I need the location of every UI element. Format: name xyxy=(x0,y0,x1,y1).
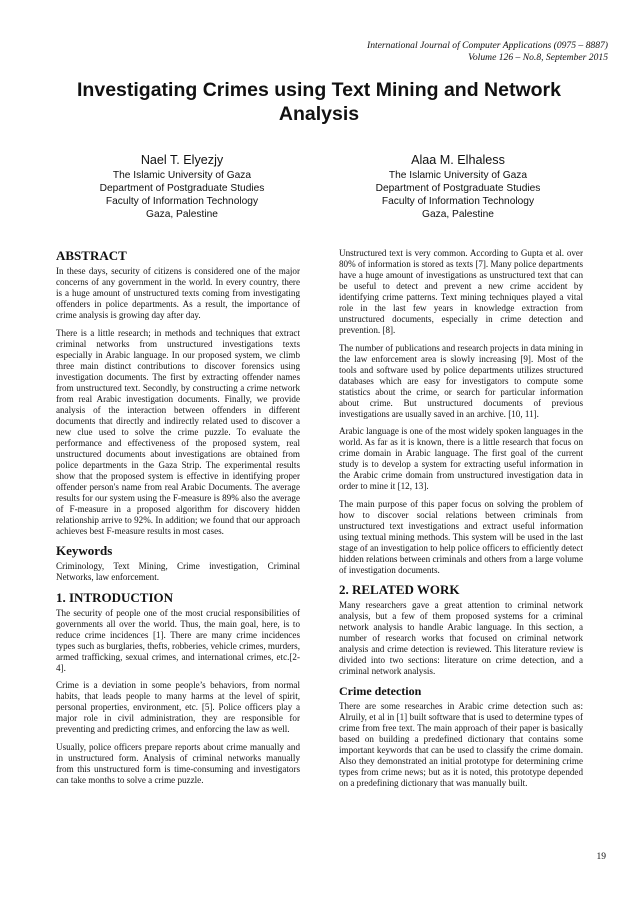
title-line-1: Investigating Crimes using Text Mining and Network xyxy=(77,79,561,101)
title-line-2: Analysis xyxy=(278,103,360,125)
introduction-paragraph: Usually, police officers prepare reports about crime manually and in unstructured form. Analysis of criminal networks manually from this unstructured form is time-consuming and investigators can take months to solve a crime puzzle. xyxy=(56,741,300,785)
introduction-heading: 1. INTRODUCTION xyxy=(56,589,174,605)
author-university: The Islamic University of Gaza xyxy=(388,170,528,181)
page-number: 19 xyxy=(596,852,606,862)
related-work-paragraph: There are some researches in Arabic crime detection such as: Alruily, et al in [1] built software that is used to determine types of crime from free text. The main approach of their paper is basically based on building a predefined dictionary that contains some important keywords that can be used to classify the crime domain. Also they demonstrated an initial prototype for determining crime types from crime news; but as it is noted, this prototype depended on a predefining dictionary that was manually built. xyxy=(339,700,583,788)
abstract-paragraph: In these days, security of citizens is considered one of the major concerns of any government in the world. In every country, there is a huge amount of unstructured texts coming from investigating offenders in police departments. As a result, the importance of crime analysis is growing day after day. xyxy=(56,266,300,320)
author-block-1 xyxy=(62,152,302,221)
introduction-paragraph: Unstructured text is very common. According to Gupta et al. over 80% of information is stored as texts [7]. Many police departments have a huge amount of investigations as unstructured text that can be useful to detect and prevent a new crime accident by identifying crime patterns. Text mining techniques played a vital role in the last few years in knowledge extraction from unstructured documents, especially in crime detection and prevention. [8]. xyxy=(339,248,583,335)
keywords-heading: Keywords xyxy=(56,543,113,558)
author-location: Gaza, Palestine xyxy=(146,209,218,220)
keywords-text: Criminology, Text Mining, Crime investigation, Criminal Networks, law enforcement. xyxy=(56,561,300,582)
related-work-heading: 2. RELATED WORK xyxy=(339,582,460,597)
author-department: Department of Postgraduate Studies xyxy=(99,183,265,194)
abstract-heading: ABSTRACT xyxy=(56,248,127,263)
introduction-paragraph: The number of publications and research projects in data mining in the law enforcement area is slowly increasing [9]. Most of the tools and software used by police departments utilizes structured databases which are easy for investigators to compute some statistics about the crime, or search for particular information about crime. But unstructured documents of previous investigations are usually saved in an archive. [10, 11]. xyxy=(339,342,583,419)
crime-detection-heading: Crime detection xyxy=(339,683,422,698)
paper-title xyxy=(40,78,598,126)
introduction-paragraph: Crime is a deviation in some people’s behaviors, from normal habits, that leads people to many harms at the level of spirit, personal properties, environment, etc. [5]. Police officers play a major role in civil administration, they are responsible for preventing and predicting crimes, and enforcing the law as well. xyxy=(56,680,300,734)
introduction-paragraph: The main purpose of this paper focus on solving the problem of how to discover social relations between criminals from unstructured text investigations and extract useful information using textual mining methods. This system will be used in the last stage of an investigation to help police officers to efficiently detect hidden relations between criminals and others from a large volume of investigation documents. xyxy=(339,498,583,575)
author-department: Department of Postgraduate Studies xyxy=(375,183,541,194)
journal-volume: Volume 126 – No.8, September 2015 xyxy=(468,52,608,63)
author-location: Gaza, Palestine xyxy=(422,209,494,220)
journal-name: International Journal of Computer Applications (0975 – 8887) xyxy=(367,40,608,51)
author-faculty: Faculty of Information Technology xyxy=(105,196,259,207)
author-university: The Islamic University of Gaza xyxy=(112,170,252,181)
introduction-paragraph: The security of people one of the most crucial responsibilities of governments all over the world. Thus, the main goal, here, is to reduce crime incidences [1]. There are many crime incidences types such as burglaries, thefts, robberies, vehicle crimes, murders, armed trafficking, sexual crimes, and international crimes, etc.[2-4]. xyxy=(56,607,300,673)
abstract-paragraph: There is a little research; in methods and techniques that extract criminal networks from unstructured investigations texts especially in Arabic language. In our proposed system, we climb three main distinct contributions to discover forensics using investigation documents. The first by extracting offender names from unstructured text. Secondly, by constructing a crime network from real Arabic investigation documents. Finally, we provide analysis of the interaction between offenders in different documents that directly and indirectly related used to discover a new clue used to solve the crime puzzle. To evaluate the performance and effectiveness of the proposed system, real unstructured documents about investigations are obtained from police departments in the Gaza Strip. The experimental results show that the proposed system is effective in identifying proper offender person's name from real Arabic Documents. The average results for our system using the F-measure is 89% also the average of F-measure in a proposed algorithm for discovery hidden relationship arrive to 92%. In addition; we found that our approach achieves best F-measure results in most cases. xyxy=(56,327,300,536)
left-column xyxy=(56,248,300,792)
related-work-paragraph: Many researchers gave a great attention to criminal network analysis, but a few of them proposed systems for a criminal network analysis to handle Arabic language. In this section, a number of research works that focused on criminal network analysis and crime detection is reviewed. This literature review is divided into two sections: literature on crime detection, and a criminal network analysis. xyxy=(339,600,583,676)
author-name: Nael T. Elyezjy xyxy=(140,153,224,167)
author-faculty: Faculty of Information Technology xyxy=(381,196,535,207)
introduction-paragraph: Arabic language is one of the most widely spoken languages in the world. As far as it is known, there is a little research that focus on crime domain in Arabic language. The first goal of the current study is to develop a system for extracting useful information in the Arabic crime domain from unstructured investigation data in order to mine it [12, 13]. xyxy=(339,426,583,491)
journal-header xyxy=(367,40,608,64)
author-name: Alaa M. Elhaless xyxy=(411,153,505,167)
author-block-2 xyxy=(338,152,578,221)
right-column xyxy=(339,248,583,795)
